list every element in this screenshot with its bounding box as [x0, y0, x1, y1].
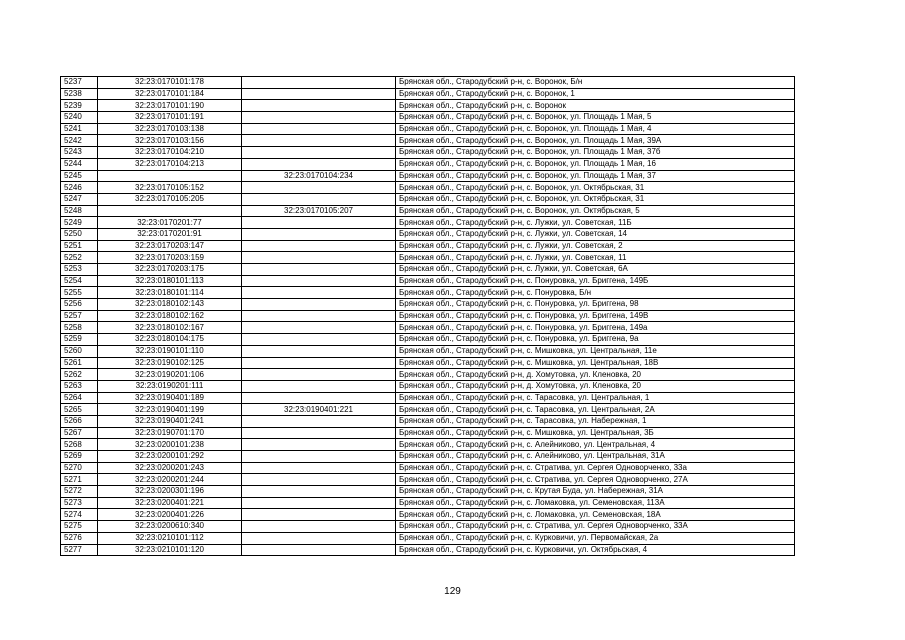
row-number-cell: 5261 — [61, 357, 98, 369]
address-cell: Брянская обл., Стародубский р-н, с. Воронок, ул. Площадь 1 Мая, 16 — [396, 158, 795, 170]
related-cadastral-number-cell — [242, 264, 396, 276]
cadastral-number-cell: 32:23:0170101:178 — [98, 77, 242, 89]
table-row — [61, 252, 795, 264]
row-number-cell: 5268 — [61, 439, 98, 451]
address-cell: Брянская обл., Стародубский р-н, с. Лужки, ул. Советская, 14 — [396, 228, 795, 240]
related-cadastral-number-cell — [242, 135, 396, 147]
related-cadastral-number-cell — [242, 532, 396, 544]
cadastral-number-cell: 32:23:0200301:196 — [98, 486, 242, 498]
row-number-cell: 5241 — [61, 123, 98, 135]
table-row — [61, 404, 795, 416]
row-number-cell: 5251 — [61, 240, 98, 252]
cadastral-number-cell: 32:23:0190401:199 — [98, 404, 242, 416]
related-cadastral-number-cell — [242, 357, 396, 369]
address-cell: Брянская обл., Стародубский р-н, с. Стратива, ул. Сергея Одноворченко, 33а — [396, 462, 795, 474]
cadastral-number-cell: 32:23:0170203:159 — [98, 252, 242, 264]
cadastral-number-cell: 32:23:0210101:120 — [98, 544, 242, 556]
table-row — [61, 427, 795, 439]
cadastral-number-cell: 32:23:0170105:152 — [98, 182, 242, 194]
row-number-cell: 5269 — [61, 451, 98, 463]
address-cell: Брянская обл., Стародубский р-н, с. Стратива, ул. Сергея Одноворченко, 27А — [396, 474, 795, 486]
cadastral-number-cell: 32:23:0170201:91 — [98, 228, 242, 240]
cadastral-number-cell: 32:23:0200201:244 — [98, 474, 242, 486]
table-row — [61, 205, 795, 217]
address-cell: Брянская обл., Стародубский р-н, с. Воронок, ул. Площадь 1 Мая, 37б — [396, 147, 795, 159]
row-number-cell: 5277 — [61, 544, 98, 556]
row-number-cell: 5255 — [61, 287, 98, 299]
address-cell: Брянская обл., Стародубский р-н, д. Хомутовка, ул. Кленовка, 20 — [396, 369, 795, 381]
cadastral-number-cell: 32:23:0190701:170 — [98, 427, 242, 439]
cadastral-number-cell: 32:23:0200201:243 — [98, 462, 242, 474]
table-row — [61, 486, 795, 498]
table-row — [61, 240, 795, 252]
table-row — [61, 88, 795, 100]
address-cell: Брянская обл., Стародубский р-н, с. Мишковка, ул. Центральная, 3Б — [396, 427, 795, 439]
related-cadastral-number-cell — [242, 158, 396, 170]
cadastral-number-cell: 32:23:0190201:111 — [98, 380, 242, 392]
address-cell: Брянская обл., Стародубский р-н, с. Мишковка, ул. Центральная, 11е — [396, 345, 795, 357]
related-cadastral-number-cell — [242, 182, 396, 194]
row-number-cell: 5247 — [61, 193, 98, 205]
address-cell: Брянская обл., Стародубский р-н, с. Воронок, ул. Площадь 1 Мая, 5 — [396, 112, 795, 124]
related-cadastral-number-cell — [242, 427, 396, 439]
row-number-cell: 5263 — [61, 380, 98, 392]
address-cell: Брянская обл., Стародубский р-н, д. Хомутовка, ул. Кленовка, 20 — [396, 380, 795, 392]
cadastral-number-cell: 32:23:0180102:162 — [98, 310, 242, 322]
address-cell: Брянская обл., Стародубский р-н, с. Понуровка, ул. Бриггена, 9а — [396, 334, 795, 346]
row-number-cell: 5242 — [61, 135, 98, 147]
row-number-cell: 5253 — [61, 264, 98, 276]
table-row — [61, 474, 795, 486]
table-row — [61, 77, 795, 89]
related-cadastral-number-cell — [242, 123, 396, 135]
table-row — [61, 310, 795, 322]
related-cadastral-number-cell — [242, 392, 396, 404]
related-cadastral-number-cell — [242, 439, 396, 451]
cadastral-number-cell: 32:23:0180102:143 — [98, 299, 242, 311]
related-cadastral-number-cell — [242, 299, 396, 311]
row-number-cell: 5246 — [61, 182, 98, 194]
row-number-cell: 5248 — [61, 205, 98, 217]
cadastral-number-cell: 32:23:0200401:226 — [98, 509, 242, 521]
row-number-cell: 5240 — [61, 112, 98, 124]
address-cell: Брянская обл., Стародубский р-н, с. Стратива, ул. Сергея Одноворченко, 33А — [396, 521, 795, 533]
address-cell: Брянская обл., Стародубский р-н, с. Воронок — [396, 100, 795, 112]
address-cell: Брянская обл., Стародубский р-н, с. Воронок, ул. Площадь 1 Мая, 37 — [396, 170, 795, 182]
related-cadastral-number-cell — [242, 100, 396, 112]
cadastral-number-cell: 32:23:0180104:175 — [98, 334, 242, 346]
cadastral-number-cell: 32:23:0170103:138 — [98, 123, 242, 135]
table-row — [61, 439, 795, 451]
table-row — [61, 415, 795, 427]
address-cell: Брянская обл., Стародубский р-н, с. Курковичи, ул. Первомайская, 2а — [396, 532, 795, 544]
row-number-cell: 5249 — [61, 217, 98, 229]
table-row — [61, 392, 795, 404]
cadastral-number-cell: 32:23:0190201:106 — [98, 369, 242, 381]
related-cadastral-number-cell — [242, 415, 396, 427]
row-number-cell: 5258 — [61, 322, 98, 334]
related-cadastral-number-cell — [242, 147, 396, 159]
row-number-cell: 5239 — [61, 100, 98, 112]
table-row — [61, 123, 795, 135]
cadastral-number-cell: 32:23:0200101:238 — [98, 439, 242, 451]
cadastral-number-cell: 32:23:0170105:205 — [98, 193, 242, 205]
cadastral-number-cell: 32:23:0170201:77 — [98, 217, 242, 229]
cadastral-number-cell: 32:23:0170104:210 — [98, 147, 242, 159]
cadastral-number-cell: 32:23:0190102:125 — [98, 357, 242, 369]
related-cadastral-number-cell: 32:23:0170104:234 — [242, 170, 396, 182]
table-row — [61, 275, 795, 287]
row-number-cell: 5265 — [61, 404, 98, 416]
address-cell: Брянская обл., Стародубский р-н, с. Тарасовка, ул. Центральная, 2А — [396, 404, 795, 416]
related-cadastral-number-cell — [242, 369, 396, 381]
address-cell: Брянская обл., Стародубский р-н, с. Воронок, ул. Площадь 1 Мая, 39А — [396, 135, 795, 147]
row-number-cell: 5274 — [61, 509, 98, 521]
table-row — [61, 287, 795, 299]
address-cell: Брянская обл., Стародубский р-н, с. Воронок, Б/н — [396, 77, 795, 89]
table-row — [61, 334, 795, 346]
address-cell: Брянская обл., Стародубский р-н, с. Алейниково, ул. Центральная, 4 — [396, 439, 795, 451]
table-row — [61, 228, 795, 240]
cadastral-number-cell: 32:23:0170101:184 — [98, 88, 242, 100]
cadastral-number-cell: 32:23:0200610:340 — [98, 521, 242, 533]
row-number-cell: 5270 — [61, 462, 98, 474]
cadastral-number-cell: 32:23:0170203:147 — [98, 240, 242, 252]
cadastral-number-cell: 32:23:0170103:156 — [98, 135, 242, 147]
row-number-cell: 5276 — [61, 532, 98, 544]
table-row — [61, 509, 795, 521]
address-cell: Брянская обл., Стародубский р-н, с. Воронок, 1 — [396, 88, 795, 100]
address-cell: Брянская обл., Стародубский р-н, с. Ломаковка, ул. Семеновская, 18А — [396, 509, 795, 521]
table-row — [61, 380, 795, 392]
table-row — [61, 182, 795, 194]
related-cadastral-number-cell — [242, 380, 396, 392]
related-cadastral-number-cell — [242, 252, 396, 264]
cadastral-number-cell: 32:23:0210101:112 — [98, 532, 242, 544]
related-cadastral-number-cell — [242, 275, 396, 287]
related-cadastral-number-cell — [242, 322, 396, 334]
table-row — [61, 299, 795, 311]
related-cadastral-number-cell — [242, 287, 396, 299]
related-cadastral-number-cell — [242, 88, 396, 100]
row-number-cell: 5237 — [61, 77, 98, 89]
table-row — [61, 147, 795, 159]
related-cadastral-number-cell: 32:23:0170105:207 — [242, 205, 396, 217]
address-cell: Брянская обл., Стародубский р-н, с. Понуровка, ул. Бриггена, 98 — [396, 299, 795, 311]
table-row — [61, 462, 795, 474]
address-cell: Брянская обл., Стародубский р-н, с. Воронок, ул. Октябрьская, 5 — [396, 205, 795, 217]
table-row — [61, 170, 795, 182]
related-cadastral-number-cell — [242, 240, 396, 252]
records-table — [60, 76, 795, 556]
row-number-cell: 5260 — [61, 345, 98, 357]
row-number-cell: 5272 — [61, 486, 98, 498]
row-number-cell: 5243 — [61, 147, 98, 159]
address-cell: Брянская обл., Стародубский р-н, с. Понуровка, ул. Бриггена, 149а — [396, 322, 795, 334]
address-cell: Брянская обл., Стародубский р-н, с. Лужки, ул. Советская, 11Б — [396, 217, 795, 229]
table-row — [61, 369, 795, 381]
related-cadastral-number-cell — [242, 334, 396, 346]
address-cell: Брянская обл., Стародубский р-н, с. Лужки, ул. Советская, 6А — [396, 264, 795, 276]
related-cadastral-number-cell — [242, 228, 396, 240]
related-cadastral-number-cell — [242, 509, 396, 521]
related-cadastral-number-cell — [242, 345, 396, 357]
cadastral-number-cell: 32:23:0170203:175 — [98, 264, 242, 276]
related-cadastral-number-cell — [242, 474, 396, 486]
address-cell: Брянская обл., Стародубский р-н, с. Воронок, ул. Площадь 1 Мая, 4 — [396, 123, 795, 135]
cadastral-number-cell: 32:23:0170101:191 — [98, 112, 242, 124]
address-cell: Брянская обл., Стародубский р-н, с. Тарасовка, ул. Набережная, 1 — [396, 415, 795, 427]
row-number-cell: 5271 — [61, 474, 98, 486]
related-cadastral-number-cell — [242, 112, 396, 124]
table-row — [61, 497, 795, 509]
address-cell: Брянская обл., Стародубский р-н, с. Алейниково, ул. Центральная, 31А — [396, 451, 795, 463]
table-row — [61, 532, 795, 544]
cadastral-number-cell: 32:23:0190401:189 — [98, 392, 242, 404]
address-cell: Брянская обл., Стародубский р-н, с. Воронок, ул. Октябрьская, 31 — [396, 193, 795, 205]
address-cell: Брянская обл., Стародубский р-н, с. Мишковка, ул. Центральная, 18В — [396, 357, 795, 369]
address-cell: Брянская обл., Стародубский р-н, с. Лужки, ул. Советская, 2 — [396, 240, 795, 252]
row-number-cell: 5266 — [61, 415, 98, 427]
row-number-cell: 5238 — [61, 88, 98, 100]
cadastral-number-cell: 32:23:0180101:113 — [98, 275, 242, 287]
related-cadastral-number-cell: 32:23:0190401:221 — [242, 404, 396, 416]
related-cadastral-number-cell — [242, 77, 396, 89]
records-table-body — [61, 77, 795, 556]
row-number-cell: 5259 — [61, 334, 98, 346]
address-cell: Брянская обл., Стародубский р-н, с. Лужки, ул. Советская, 11 — [396, 252, 795, 264]
table-row — [61, 158, 795, 170]
row-number-cell: 5262 — [61, 369, 98, 381]
table-row — [61, 357, 795, 369]
address-cell: Брянская обл., Стародубский р-н, с. Крутая Буда, ул. Набережная, 31А — [396, 486, 795, 498]
address-cell: Брянская обл., Стародубский р-н, с. Воронок, ул. Октябрьская, 31 — [396, 182, 795, 194]
address-cell: Брянская обл., Стародубский р-н, с. Курковичи, ул. Октябрьская, 4 — [396, 544, 795, 556]
cadastral-number-cell — [98, 170, 242, 182]
related-cadastral-number-cell — [242, 544, 396, 556]
page-number: 129 — [444, 586, 461, 597]
row-number-cell: 5264 — [61, 392, 98, 404]
row-number-cell: 5257 — [61, 310, 98, 322]
table-row — [61, 112, 795, 124]
row-number-cell: 5250 — [61, 228, 98, 240]
row-number-cell: 5254 — [61, 275, 98, 287]
row-number-cell: 5245 — [61, 170, 98, 182]
table-row — [61, 100, 795, 112]
row-number-cell: 5244 — [61, 158, 98, 170]
related-cadastral-number-cell — [242, 497, 396, 509]
cadastral-number-cell: 32:23:0190401:241 — [98, 415, 242, 427]
address-cell: Брянская обл., Стародубский р-н, с. Тарасовка, ул. Центральная, 1 — [396, 392, 795, 404]
table-row — [61, 193, 795, 205]
table-row — [61, 345, 795, 357]
table-row — [61, 521, 795, 533]
address-cell: Брянская обл., Стародубский р-н, с. Понуровка, ул. Бриггена, 149Б — [396, 275, 795, 287]
related-cadastral-number-cell — [242, 451, 396, 463]
row-number-cell: 5252 — [61, 252, 98, 264]
cadastral-number-cell: 32:23:0190101:110 — [98, 345, 242, 357]
related-cadastral-number-cell — [242, 310, 396, 322]
table-row — [61, 322, 795, 334]
cadastral-number-cell: 32:23:0180101:114 — [98, 287, 242, 299]
row-number-cell: 5275 — [61, 521, 98, 533]
address-cell: Брянская обл., Стародубский р-н, с. Понуровка, Б/н — [396, 287, 795, 299]
related-cadastral-number-cell — [242, 486, 396, 498]
table-row — [61, 544, 795, 556]
address-cell: Брянская обл., Стародубский р-н, с. Ломаковка, ул. Семеновская, 113А — [396, 497, 795, 509]
address-cell: Брянская обл., Стародубский р-н, с. Понуровка, ул. Бриггена, 149В — [396, 310, 795, 322]
table-row — [61, 217, 795, 229]
table-row — [61, 135, 795, 147]
cadastral-number-cell: 32:23:0200101:292 — [98, 451, 242, 463]
related-cadastral-number-cell — [242, 462, 396, 474]
row-number-cell: 5273 — [61, 497, 98, 509]
cadastral-number-cell: 32:23:0180102:167 — [98, 322, 242, 334]
table-row — [61, 451, 795, 463]
cadastral-number-cell: 32:23:0200401:221 — [98, 497, 242, 509]
row-number-cell: 5256 — [61, 299, 98, 311]
cadastral-number-cell — [98, 205, 242, 217]
cadastral-number-cell: 32:23:0170101:190 — [98, 100, 242, 112]
row-number-cell: 5267 — [61, 427, 98, 439]
table-row — [61, 264, 795, 276]
related-cadastral-number-cell — [242, 193, 396, 205]
related-cadastral-number-cell — [242, 521, 396, 533]
related-cadastral-number-cell — [242, 217, 396, 229]
cadastral-number-cell: 32:23:0170104:213 — [98, 158, 242, 170]
